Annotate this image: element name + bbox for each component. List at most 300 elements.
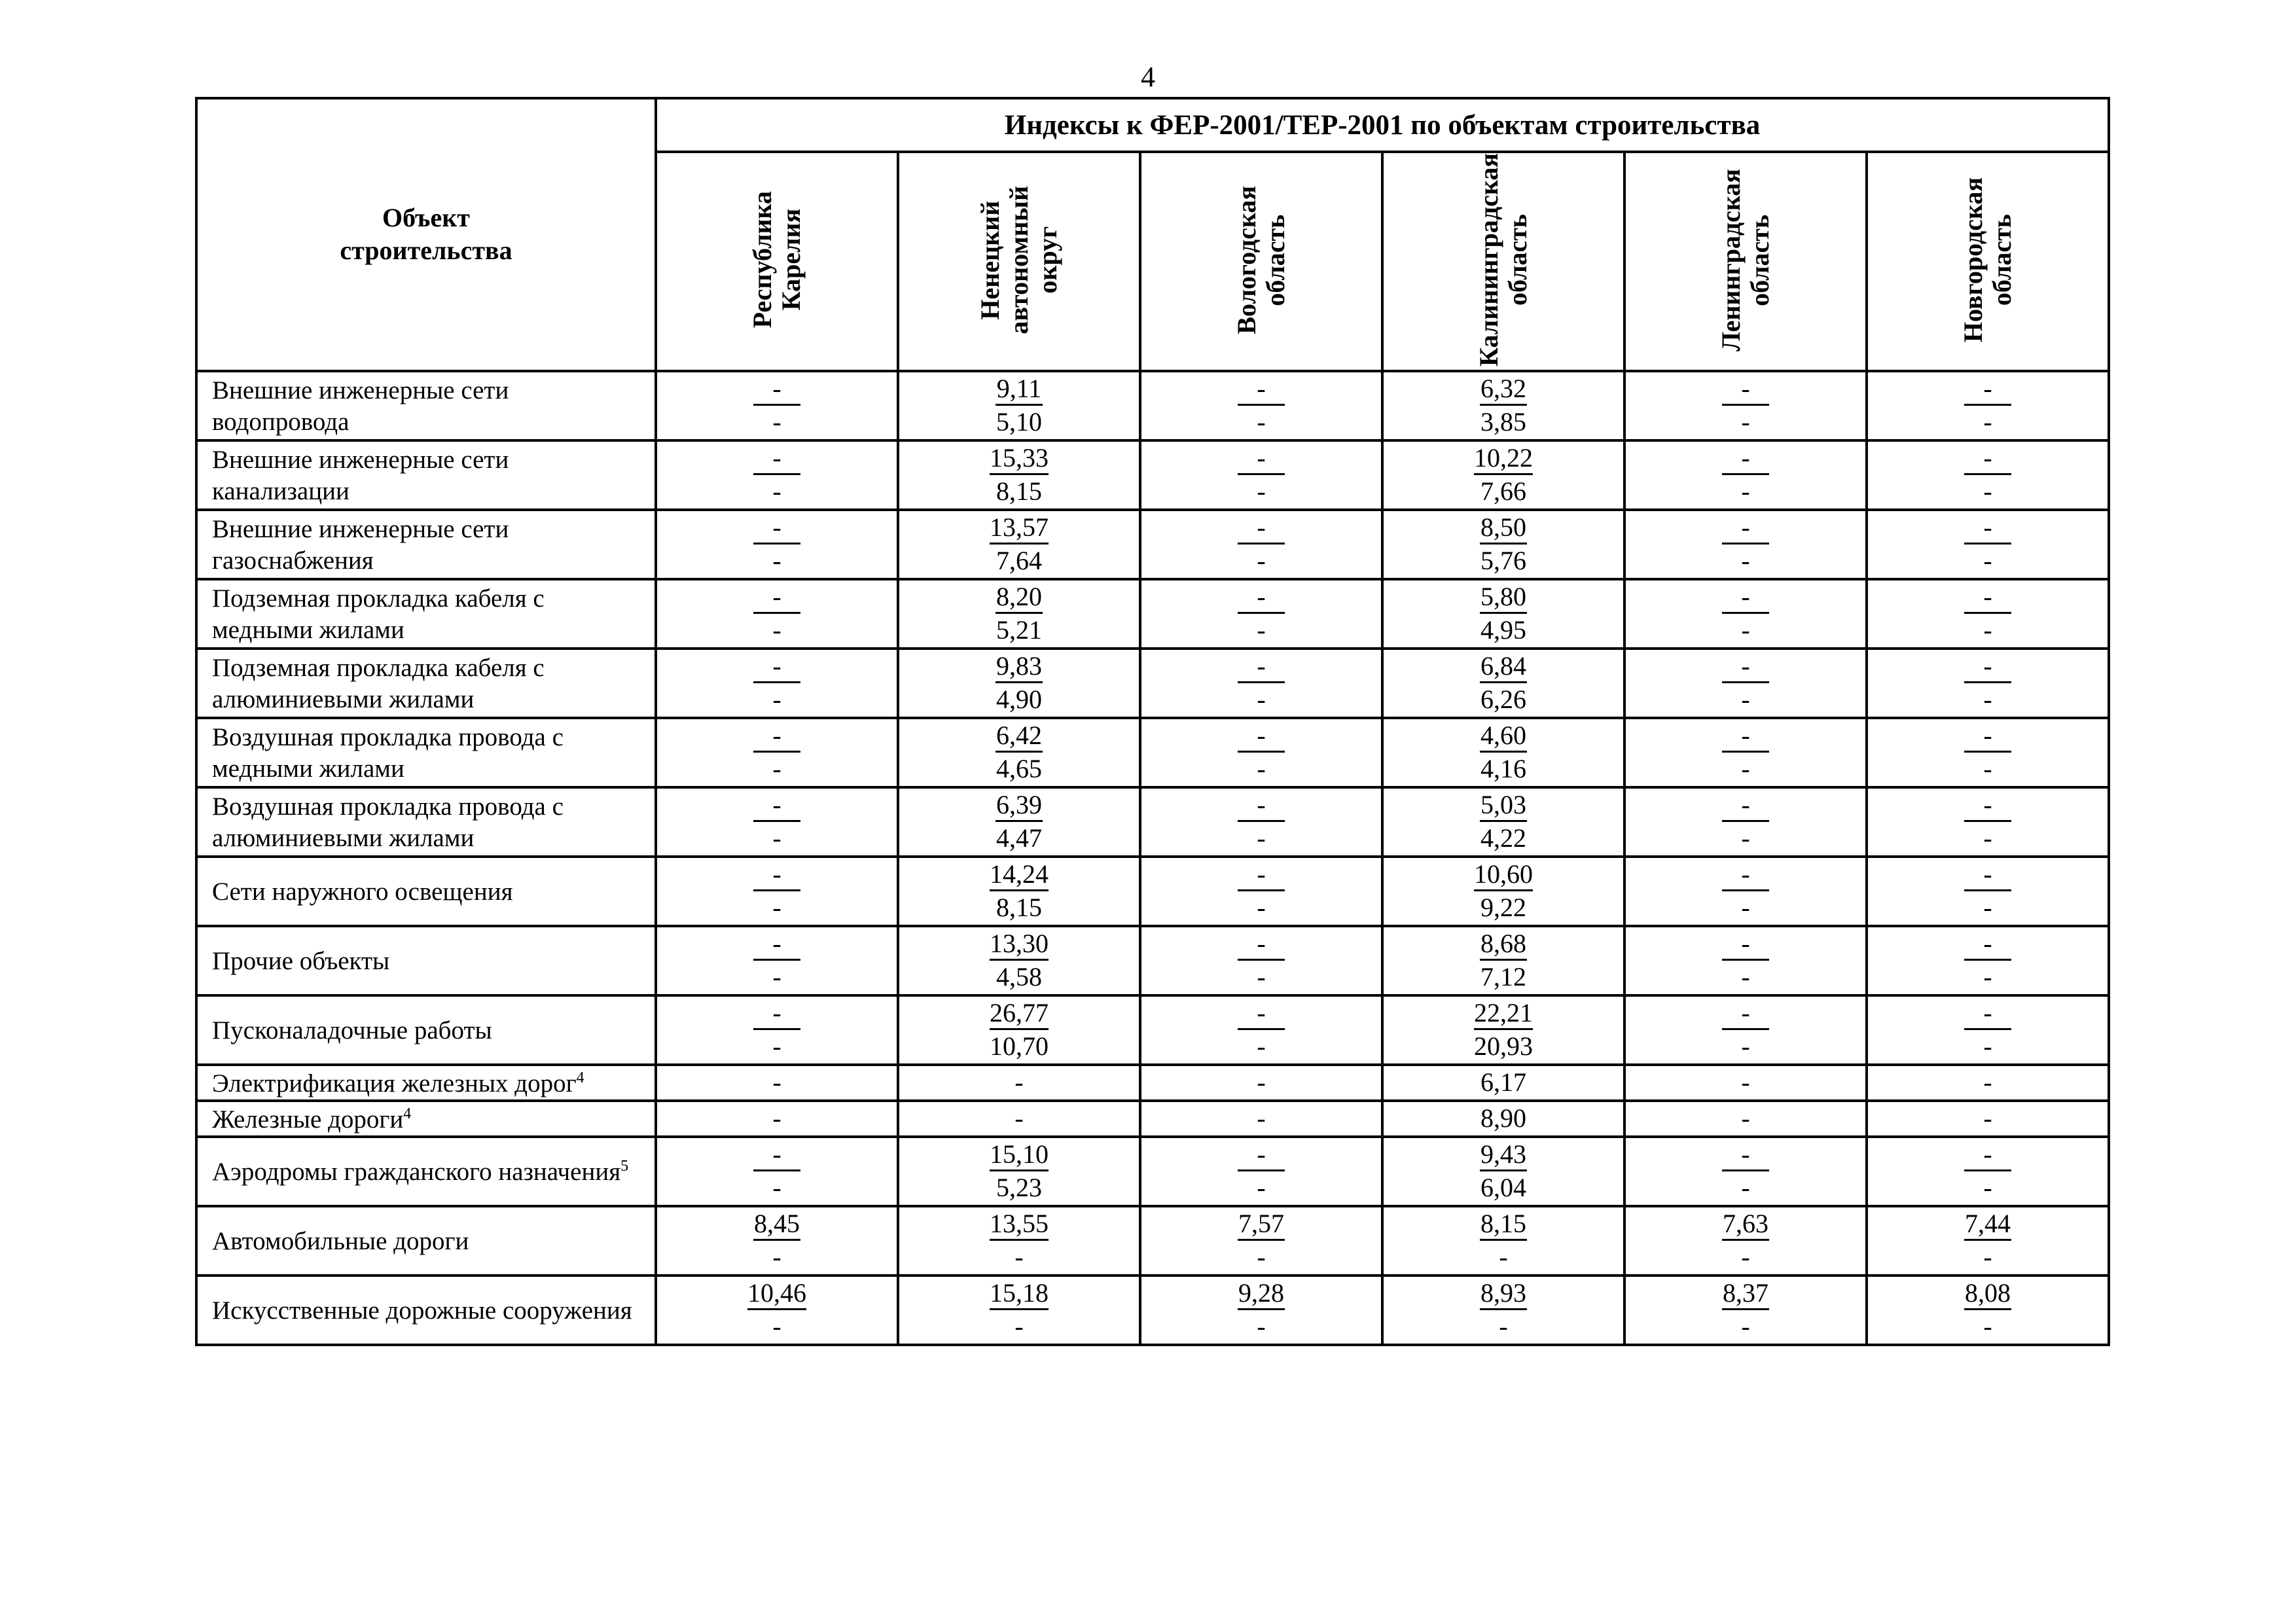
index-value-bottom: - — [1983, 1242, 1992, 1272]
index-value-bottom: 7,64 — [996, 546, 1042, 576]
index-value-cell — [1382, 1065, 1624, 1101]
index-value-top: 6,42 — [996, 721, 1043, 753]
index-value-top: - — [753, 998, 800, 1030]
index-value-top: 5,03 — [1480, 790, 1527, 822]
index-value-top: 8,20 — [996, 582, 1043, 614]
index-value-cell — [1624, 857, 1867, 926]
index-value-top: 9,28 — [1238, 1278, 1285, 1310]
index-value-cell — [1624, 1206, 1867, 1275]
index-value-bottom: - — [1257, 685, 1266, 715]
index-value-bottom: - — [1014, 1242, 1024, 1272]
index-value-bottom: - — [1741, 476, 1750, 507]
index-value-top: 9,43 — [1480, 1139, 1527, 1171]
index-value-bottom: - — [1499, 1242, 1508, 1272]
region-name-line: Вологодская — [1232, 185, 1261, 334]
index-value-bottom: - — [772, 476, 781, 507]
index-value-top: - — [1964, 512, 2011, 544]
region-name — [748, 191, 806, 328]
index-value-bottom: - — [1983, 1173, 1992, 1203]
index-value-cell — [898, 1137, 1140, 1206]
index-value-cell — [1140, 1275, 1382, 1345]
index-value-bottom: - — [1257, 962, 1266, 992]
index-value-bottom: - — [1741, 615, 1750, 645]
object-header-line-2: строительства — [340, 236, 512, 266]
object-name-cell — [196, 1101, 656, 1137]
region-header — [898, 152, 1140, 371]
index-value-bottom: 20,93 — [1474, 1031, 1533, 1061]
index-value-bottom: - — [772, 1173, 781, 1203]
table-row — [196, 1065, 2109, 1101]
index-value-cell — [898, 1101, 1140, 1137]
table-body — [196, 371, 2109, 1345]
object-name-cell — [196, 371, 656, 440]
index-value-bottom: - — [1983, 893, 1992, 923]
index-value-top: - — [753, 721, 800, 753]
index-value-cell — [1624, 579, 1867, 649]
index-value-cell — [1867, 718, 2109, 787]
index-value-cell — [1624, 440, 1867, 510]
index-value-top: - — [1964, 374, 2011, 406]
object-name: Воздушная прокладка провода с алюминиевыми жилами — [212, 792, 564, 852]
index-value-bottom: - — [772, 685, 781, 715]
index-value-top: 13,30 — [990, 929, 1049, 961]
index-value-bottom: - — [1257, 1311, 1266, 1342]
index-value-cell — [1624, 1137, 1867, 1206]
table-row — [196, 1275, 2109, 1345]
table-row — [196, 649, 2109, 718]
object-name: Искусственные дорожные сооружения — [212, 1296, 632, 1325]
index-value-cell — [656, 1275, 898, 1345]
region-name — [1959, 177, 2017, 342]
index-value-bottom: - — [1257, 615, 1266, 645]
index-value-bottom: 7,12 — [1480, 962, 1526, 992]
region-header — [1382, 152, 1624, 371]
index-value-top: - — [1238, 512, 1285, 544]
index-value-bottom: 4,58 — [996, 962, 1042, 992]
index-value-top: 9,83 — [996, 651, 1043, 683]
index-value-top: - — [1964, 721, 2011, 753]
region-name-line: Калининградская — [1474, 153, 1503, 366]
index-value-bottom: - — [1741, 546, 1750, 576]
index-value-top: 6,39 — [996, 790, 1043, 822]
index-value-cell — [1867, 579, 2109, 649]
object-name-cell — [196, 787, 656, 857]
object-name-cell — [196, 926, 656, 995]
index-value-top: - — [1238, 1139, 1285, 1171]
object-name: Аэродромы гражданского назначения — [212, 1157, 621, 1186]
table-row — [196, 787, 2109, 857]
index-value-top: - — [753, 582, 800, 614]
object-name-cell — [196, 579, 656, 649]
index-value-top: 8,08 — [1964, 1278, 2011, 1310]
table-row — [196, 440, 2109, 510]
region-header — [656, 152, 898, 371]
index-value-top: 15,33 — [990, 443, 1049, 475]
index-value-bottom: - — [1983, 1311, 1992, 1342]
index-value-cell — [1624, 926, 1867, 995]
object-name: Подземная прокладка кабеля с медными жилами — [212, 584, 545, 644]
region-name-line: область — [1261, 213, 1290, 306]
index-value-top: 7,44 — [1964, 1209, 2011, 1241]
index-value-bottom: - — [772, 407, 781, 437]
index-value-bottom: 4,65 — [996, 754, 1042, 784]
index-value-cell — [1140, 510, 1382, 579]
index-value-cell — [1382, 857, 1624, 926]
index-value-cell — [1382, 649, 1624, 718]
index-value-cell — [656, 926, 898, 995]
table-header — [196, 98, 2109, 371]
index-value-top: - — [1964, 859, 2011, 891]
object-name: Внешние инженерные сети канализации — [212, 445, 509, 505]
index-value-bottom: - — [1983, 754, 1992, 784]
index-value-cell — [1140, 787, 1382, 857]
object-name-cell — [196, 440, 656, 510]
index-value-cell — [1140, 371, 1382, 440]
index-value-cell — [1624, 371, 1867, 440]
index-value-bottom: - — [1257, 754, 1266, 784]
index-value-bottom: - — [1741, 754, 1750, 784]
index-value-cell — [898, 857, 1140, 926]
page-number: 4 — [1141, 61, 1155, 93]
region-header — [1140, 152, 1382, 371]
object-name: Прочие объекты — [212, 946, 390, 975]
index-value-cell — [1867, 649, 2109, 718]
object-name-cell — [196, 649, 656, 718]
index-value-bottom: - — [1257, 546, 1266, 576]
index-value-cell — [898, 579, 1140, 649]
index-value-cell — [1140, 718, 1382, 787]
region-name-line: область — [1745, 213, 1774, 306]
object-name: Автомобильные дороги — [212, 1226, 469, 1255]
object-name-cell — [196, 718, 656, 787]
index-value-cell — [1624, 995, 1867, 1065]
index-value-cell — [1867, 857, 2109, 926]
table-row — [196, 857, 2109, 926]
index-value-top: 26,77 — [990, 998, 1049, 1030]
index-value-top: - — [1964, 443, 2011, 475]
index-value-cell — [656, 995, 898, 1065]
table-row — [196, 371, 2109, 440]
index-value-cell — [656, 1101, 898, 1137]
index-value-bottom: - — [1257, 1031, 1266, 1061]
index-value-bottom: - — [1983, 823, 1992, 853]
index-value-top: - — [1722, 512, 1769, 544]
index-value-cell — [1140, 1137, 1382, 1206]
index-value-cell — [1382, 371, 1624, 440]
index-value-cell — [1140, 440, 1382, 510]
index-value-cell — [1624, 649, 1867, 718]
index-value-top: - — [1722, 790, 1769, 822]
index-value-cell — [1382, 995, 1624, 1065]
index-value-top: - — [1722, 651, 1769, 683]
index-value-cell — [1867, 510, 2109, 579]
index-value-top: 6,32 — [1480, 374, 1527, 406]
index-value-top: - — [753, 859, 800, 891]
index-value-top: - — [1722, 1139, 1769, 1171]
region-name — [976, 186, 1062, 334]
index-value: 6,17 — [1480, 1067, 1526, 1097]
index-value-cell — [1867, 787, 2109, 857]
index-value-bottom: - — [1741, 1031, 1750, 1061]
index-value-bottom: - — [772, 754, 781, 784]
index-value-bottom: - — [772, 893, 781, 923]
index-value-bottom: - — [1257, 476, 1266, 507]
index-value-top: - — [1722, 929, 1769, 961]
region-name-line: Ненецкий — [975, 200, 1005, 319]
index-value-cell — [898, 1275, 1140, 1345]
index-value-bottom: 7,66 — [1480, 476, 1526, 507]
index-value: 8,90 — [1480, 1103, 1526, 1133]
index-value-cell — [898, 440, 1140, 510]
index-value-cell — [1382, 1101, 1624, 1137]
index-value-top: - — [1722, 721, 1769, 753]
index-value-bottom: 8,15 — [996, 893, 1042, 923]
index-value-cell — [1140, 579, 1382, 649]
region-name-line: Ленинградская — [1716, 168, 1746, 351]
index-value-bottom: - — [1257, 1242, 1266, 1272]
index-value-top: 7,63 — [1722, 1209, 1769, 1241]
index-value-bottom: - — [1741, 407, 1750, 437]
index-value-cell — [1624, 718, 1867, 787]
index-value-cell — [1624, 787, 1867, 857]
index-value-cell — [898, 995, 1140, 1065]
object-name-cell — [196, 1206, 656, 1275]
index-value-bottom: - — [1257, 407, 1266, 437]
index-value-bottom: - — [1741, 962, 1750, 992]
index-value: - — [1741, 1103, 1750, 1133]
index-value-top: 7,57 — [1238, 1209, 1285, 1241]
index-value-cell — [656, 649, 898, 718]
table-row — [196, 1137, 2109, 1206]
index-value-top: 10,60 — [1474, 859, 1533, 891]
index-value-cell — [1867, 995, 2109, 1065]
index-value-top: - — [1238, 721, 1285, 753]
index-value-bottom: - — [1499, 1311, 1508, 1342]
index-value-cell — [1867, 1065, 2109, 1101]
index-value-cell — [1867, 1101, 2109, 1137]
index-value-top: - — [1722, 998, 1769, 1030]
index-value: - — [1983, 1103, 1992, 1133]
index-value-top: - — [1238, 998, 1285, 1030]
index-value-top: - — [1238, 582, 1285, 614]
table-row — [196, 926, 2109, 995]
index-value-top: - — [753, 512, 800, 544]
index-value-bottom: - — [1741, 1311, 1750, 1342]
index-value-top: 8,50 — [1480, 512, 1527, 544]
table-row — [196, 718, 2109, 787]
index-value-top: - — [1238, 374, 1285, 406]
region-name-line: Новгородская — [1958, 177, 1988, 342]
object-header-line-1: Объект — [382, 203, 470, 233]
index-value-top: - — [1238, 651, 1285, 683]
footnote-marker: 4 — [576, 1069, 584, 1086]
index-value-bottom: - — [772, 962, 781, 992]
index-value-top: 14,24 — [990, 859, 1049, 891]
index-value-bottom: - — [1257, 823, 1266, 853]
footnote-marker: 5 — [620, 1157, 629, 1175]
index-value-bottom: - — [1983, 546, 1992, 576]
index-value-bottom: - — [1741, 823, 1750, 853]
index-value-cell — [656, 718, 898, 787]
index-value-cell — [1382, 718, 1624, 787]
object-name-cell — [196, 1137, 656, 1206]
index-value-top: 8,15 — [1480, 1209, 1527, 1241]
index-value-cell — [1382, 510, 1624, 579]
table-row — [196, 1206, 2109, 1275]
index-value-top: 8,45 — [753, 1209, 800, 1241]
index-value: - — [772, 1067, 781, 1097]
index-value-cell — [1382, 1137, 1624, 1206]
index-value: - — [1257, 1103, 1266, 1133]
index-value-top: - — [1238, 790, 1285, 822]
object-name: Подземная прокладка кабеля с алюминиевыми жилами — [212, 653, 545, 713]
index-value-top: 4,60 — [1480, 721, 1527, 753]
region-name-line: область — [1987, 213, 2017, 306]
index-value-top: - — [753, 929, 800, 961]
index-value-bottom: 5,23 — [996, 1173, 1042, 1203]
table-title: Индексы к ФЕР-2001/ТЕР-2001 по объектам строительства — [656, 98, 2109, 152]
index-value-top: - — [1722, 374, 1769, 406]
index-value-bottom: 4,16 — [1480, 754, 1526, 784]
index-value-bottom: - — [1741, 893, 1750, 923]
index-value: - — [1014, 1103, 1024, 1133]
index-value-cell — [656, 787, 898, 857]
object-name: Воздушная прокладка провода с медными жилами — [212, 722, 564, 783]
index-value-bottom: - — [772, 546, 781, 576]
object-name-cell — [196, 995, 656, 1065]
object-name-cell — [196, 1275, 656, 1345]
region-name — [1475, 153, 1532, 366]
index-value-cell — [898, 787, 1140, 857]
index-value-top: 10,22 — [1474, 443, 1533, 475]
index-value-bottom: 4,90 — [996, 685, 1042, 715]
index-value-bottom: - — [1983, 615, 1992, 645]
index-value-cell — [1867, 1206, 2109, 1275]
index-value-cell — [1867, 1137, 2109, 1206]
index-value-cell — [1140, 1065, 1382, 1101]
index-value-cell — [1624, 1101, 1867, 1137]
object-name: Электрификация железных дорог — [212, 1069, 577, 1097]
index-value-top: - — [1722, 582, 1769, 614]
index-value-top: - — [1722, 859, 1769, 891]
index-value-cell — [898, 926, 1140, 995]
index-value-bottom: 4,95 — [1480, 615, 1526, 645]
index-value-cell — [898, 510, 1140, 579]
index-value-top: - — [753, 1139, 800, 1171]
index-value-cell — [656, 371, 898, 440]
index-value-top: - — [1964, 582, 2011, 614]
footnote-marker: 4 — [403, 1105, 412, 1122]
index-value-bottom: 5,76 — [1480, 546, 1526, 576]
index-value-top: 15,18 — [990, 1278, 1049, 1310]
object-name-cell — [196, 1065, 656, 1101]
object-name-cell — [196, 510, 656, 579]
index-value-bottom: - — [1983, 476, 1992, 507]
index-value-cell — [1624, 1065, 1867, 1101]
index-value-top: - — [1238, 443, 1285, 475]
index-value-cell — [1867, 440, 2109, 510]
object-name: Сети наружного освещения — [212, 877, 513, 906]
index-value-top: 22,21 — [1474, 998, 1533, 1030]
index-value-cell — [656, 1206, 898, 1275]
index-value-bottom: - — [772, 1031, 781, 1061]
index-value-top: 13,57 — [990, 512, 1049, 544]
index-value-top: - — [753, 374, 800, 406]
index-value-bottom: - — [1983, 685, 1992, 715]
index-value-cell — [898, 649, 1140, 718]
index-value-top: - — [753, 651, 800, 683]
index-value-top: - — [1722, 443, 1769, 475]
index-value: - — [1983, 1067, 1992, 1097]
index-value-cell — [1140, 995, 1382, 1065]
index-value-top: 15,10 — [990, 1139, 1049, 1171]
index-value-cell — [1140, 857, 1382, 926]
table-row — [196, 1101, 2109, 1137]
index-value-cell — [1624, 1275, 1867, 1345]
region-name — [1717, 169, 1774, 351]
region-name-line: область — [1503, 213, 1532, 306]
index-value-top: 8,68 — [1480, 929, 1527, 961]
index-value-bottom: 6,26 — [1480, 685, 1526, 715]
index-value-top: 10,46 — [747, 1278, 806, 1310]
index-value-top: 9,11 — [996, 374, 1043, 406]
region-name — [1232, 186, 1290, 334]
object-name: Внешние инженерные сети водопровода — [212, 376, 509, 436]
index-value-top: - — [1964, 651, 2011, 683]
index-value-top: - — [1238, 859, 1285, 891]
region-name-line: Республика — [747, 191, 777, 329]
index-value-top: - — [1964, 1139, 2011, 1171]
index-value-bottom: 8,15 — [996, 476, 1042, 507]
region-header — [1867, 152, 2109, 371]
object-name: Внешние инженерные сети газоснабжения — [212, 514, 509, 575]
index-value-bottom: - — [1983, 1031, 1992, 1061]
index-value-bottom: - — [1741, 1242, 1750, 1272]
index-value-cell — [656, 579, 898, 649]
object-name-cell — [196, 857, 656, 926]
index-value: - — [772, 1103, 781, 1133]
index-value-cell — [898, 1206, 1140, 1275]
index-value-bottom: 6,04 — [1480, 1173, 1526, 1203]
index-value-bottom: 5,10 — [996, 407, 1042, 437]
index-value-cell — [656, 1137, 898, 1206]
index-value-top: - — [1964, 998, 2011, 1030]
index-value-bottom: 3,85 — [1480, 407, 1526, 437]
index-value-top: - — [1964, 929, 2011, 961]
index-value-bottom: - — [1983, 407, 1992, 437]
index-value-cell — [1867, 926, 2109, 995]
index-value-cell — [1382, 579, 1624, 649]
index-value-cell — [656, 440, 898, 510]
object-column-header — [196, 98, 656, 371]
index-value-top: - — [1238, 929, 1285, 961]
index-value-bottom: - — [772, 1242, 781, 1272]
index-value-bottom: 9,22 — [1480, 893, 1526, 923]
region-header — [1624, 152, 1867, 371]
index-value-cell — [1382, 1206, 1624, 1275]
index-value-top: - — [753, 790, 800, 822]
index-value-cell — [1867, 1275, 2109, 1345]
index-value-top: - — [1964, 790, 2011, 822]
index-value-cell — [1382, 787, 1624, 857]
index-value-cell — [1140, 926, 1382, 995]
table-row — [196, 579, 2109, 649]
index-value-bottom: - — [1741, 685, 1750, 715]
index-value-cell — [898, 718, 1140, 787]
table-row — [196, 510, 2109, 579]
index-value-top: 13,55 — [990, 1209, 1049, 1241]
index-value-cell — [1382, 440, 1624, 510]
